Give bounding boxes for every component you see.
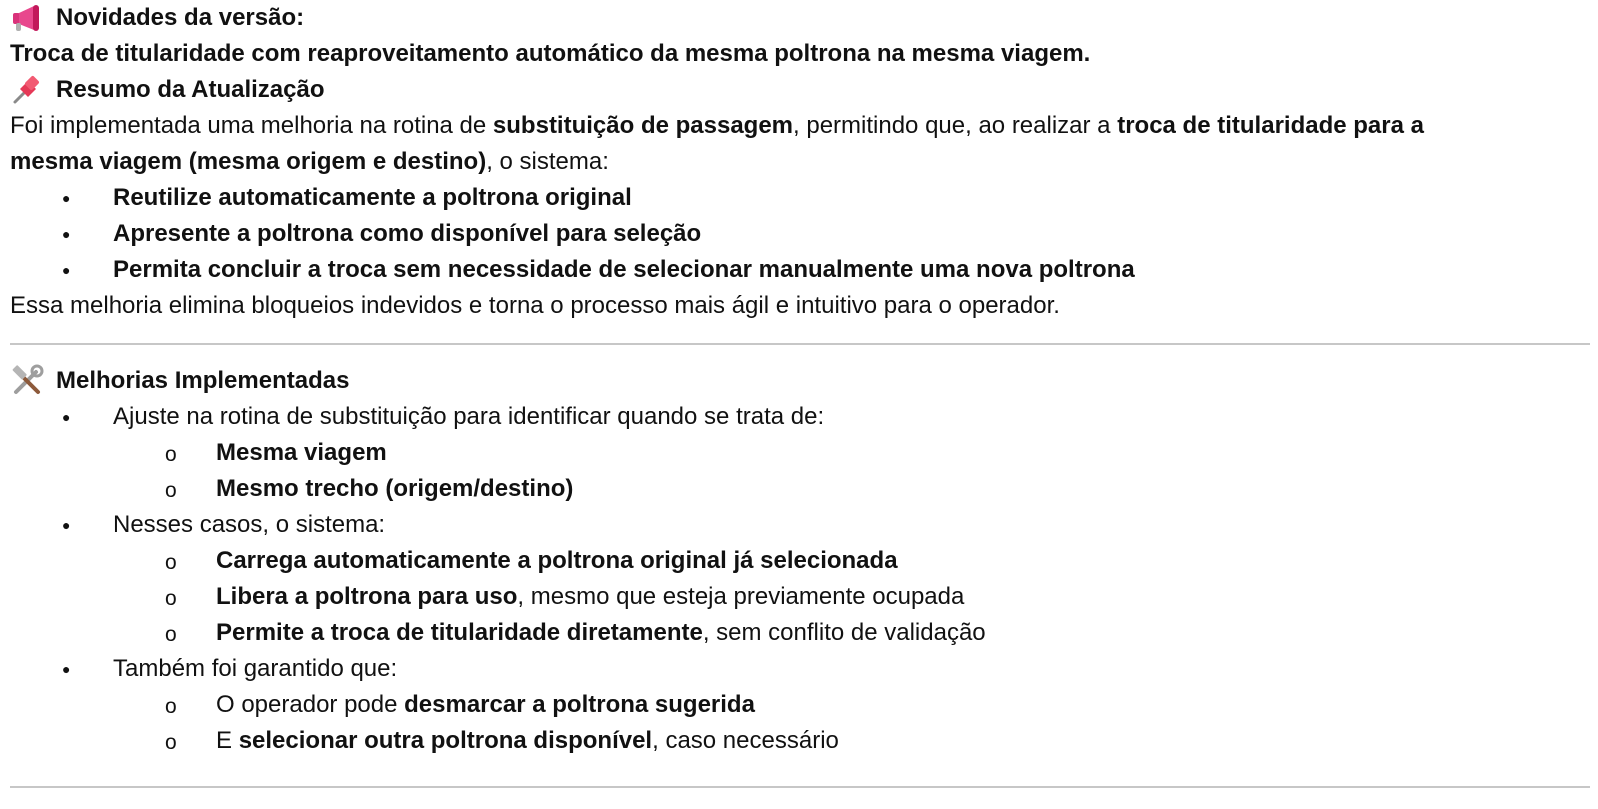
news-headline-text: Troca de titularidade com reaproveitamento automático da mesma poltrona na mesma viagem.	[10, 40, 1091, 67]
improvement-text-bold: selecionar outra poltrona disponível	[238, 727, 653, 754]
summary-text-bold: mesma viagem (mesma origem e destino)	[10, 148, 487, 175]
summary-text-bold: troca de titularidade para a	[1117, 112, 1424, 139]
improvement-text: Nesses casos, o sistema:	[113, 511, 386, 538]
news-heading-text: Novidades da versão:	[56, 4, 305, 31]
summary-paragraph-line-1	[10, 108, 1590, 144]
improvement-text: Ajuste na rotina de substituição para identificar quando se trata de:	[113, 403, 825, 430]
list-item	[10, 180, 1590, 216]
sub-list-item	[10, 723, 1590, 759]
improvements-heading-text: Melhorias Implementadas	[56, 367, 350, 394]
pushpin-icon	[10, 73, 44, 107]
improvement-text-bold: Carrega automaticamente a poltrona original já selecionada	[216, 547, 898, 574]
list-item	[10, 399, 1590, 435]
improvement-text: , mesmo que esteja previamente ocupada	[517, 583, 965, 610]
divider	[10, 786, 1590, 788]
sub-list-item	[10, 471, 1590, 507]
summary-text-bold: substituição de passagem	[492, 112, 794, 139]
summary-closing	[10, 288, 1590, 324]
summary-bullet-text: Permita concluir a troca sem necessidade de selecionar manualmente uma nova poltrona	[113, 256, 1135, 283]
sub-list-item	[10, 435, 1590, 471]
summary-heading-text: Resumo da Atualização	[56, 76, 325, 103]
summary-bullet-text: Apresente a poltrona como disponível para seleção	[113, 220, 702, 247]
improvement-text: , caso necessário	[652, 727, 839, 754]
list-item	[10, 507, 1590, 543]
summary-paragraph-line-2	[10, 144, 1590, 180]
summary-closing-text: Essa melhoria elimina bloqueios indevidos e torna o processo mais ágil e intuitivo para o operador.	[10, 292, 1060, 319]
sub-list-item	[10, 687, 1590, 723]
release-notes	[10, 0, 1590, 759]
improvement-text: E	[216, 727, 239, 754]
sub-list-item	[10, 615, 1590, 651]
news-headline	[10, 36, 1590, 72]
improvement-text-bold: desmarcar a poltrona sugerida	[404, 691, 755, 718]
hammer-wrench-icon	[10, 364, 44, 398]
summary-text: Foi implementada uma melhoria na rotina de	[10, 112, 493, 139]
improvements-heading	[10, 363, 1590, 399]
list-item	[10, 651, 1590, 687]
list-item	[10, 216, 1590, 252]
summary-text: , permitindo que, ao realizar a	[793, 112, 1118, 139]
improvement-text-bold: Libera a poltrona para uso	[216, 583, 518, 610]
improvement-text-bold: Mesmo trecho (origem/destino)	[216, 475, 574, 502]
sub-list-item	[10, 579, 1590, 615]
improvement-text-bold: Permite a troca de titularidade diretamente	[216, 619, 703, 646]
divider	[10, 343, 1590, 345]
summary-text: , o sistema:	[486, 148, 609, 175]
improvement-text: O operador pode	[216, 691, 405, 718]
improvement-text-bold: Mesma viagem	[216, 439, 387, 466]
summary-bullet-text: Reutilize automaticamente a poltrona original	[113, 184, 632, 211]
megaphone-icon	[10, 1, 44, 35]
improvement-text: , sem conflito de validação	[702, 619, 986, 646]
improvement-text: Também foi garantido que:	[113, 655, 398, 682]
sub-list-item	[10, 543, 1590, 579]
list-item	[10, 252, 1590, 288]
summary-heading	[10, 72, 1590, 108]
news-heading	[10, 0, 1590, 36]
